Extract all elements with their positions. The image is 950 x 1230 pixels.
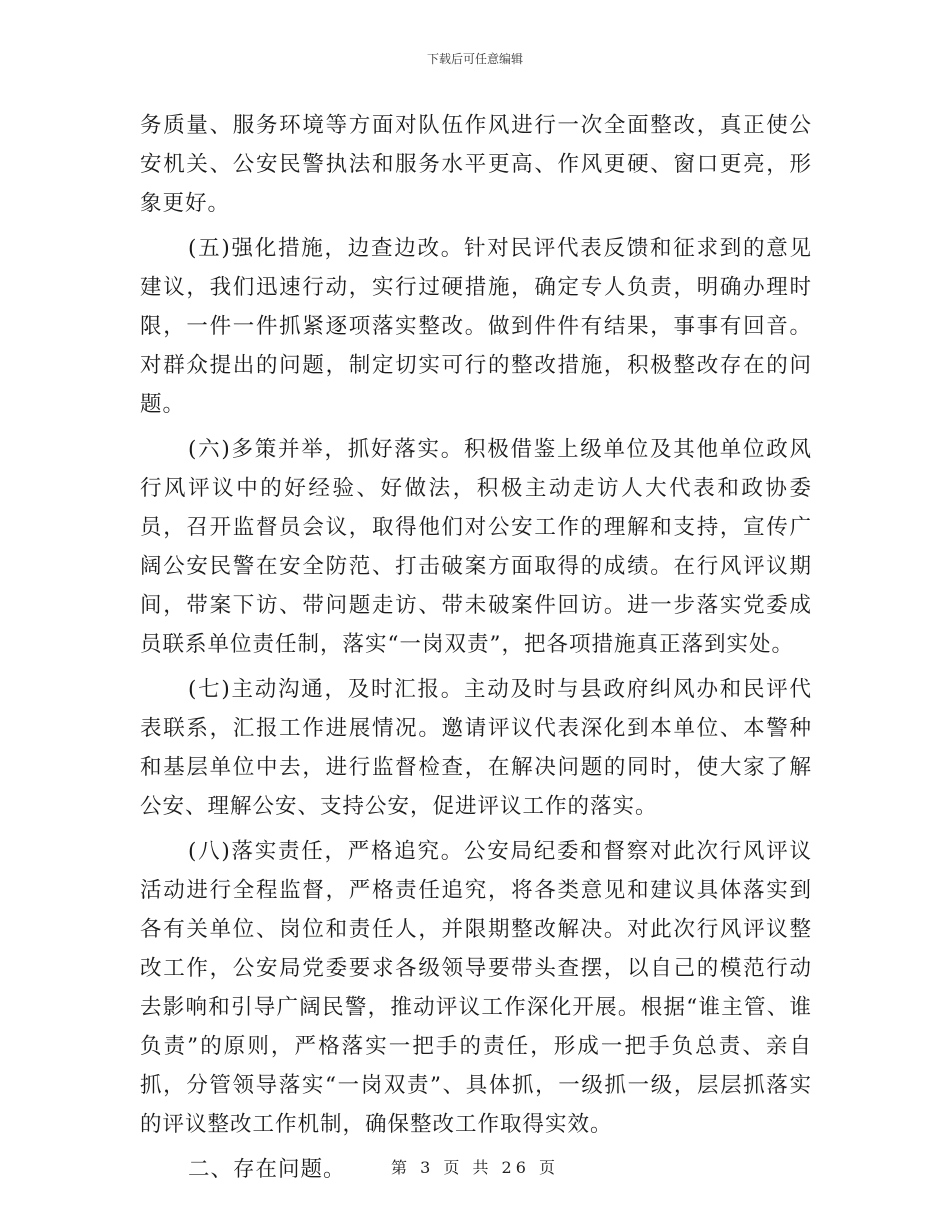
paragraph-section-8: (八)落实责任，严格追究。公安局纪委和督察对此次行风评议活动进行全程监督，严格责任追究，将各类意见和建议具体落实到各有关单位、岗位和责任人，并限期整改解决。对此次行风评议整改工作，公安局党委要求各级领导要带头查摆，以自己的模范行动去影响和引导广阔民警，推动评议工作深化开展。根据“谁主管、谁负责”的原则，严格落实一把手的责任，形成一把手负总责、亲自抓，分管领导落实“一岗双责”、具体抓，一级抓一级，层层抓落实的评议整改工作机制，确保整改工作取得实效。 bbox=[140, 839, 812, 1137]
paragraph-section-7: (七)主动沟通，及时汇报。主动及时与县政府纠风办和民评代表联系，汇报工作进展情况。邀请评议代表深化到本单位、本警种和基层单位中去，进行监督检查，在解决问题的同时，使大家了解公安、理解公安、支持公安，促进评议工作的落实。 bbox=[140, 677, 812, 819]
section-heading-problems: 二、存在问题。 bbox=[188, 1157, 346, 1182]
paragraph-section-6: (六)多策并举，抓好落实。积极借鉴上级单位及其他单位政风行风评议中的好经验、好做法，积极主动走访人大代表和政协委员，召开监督员会议，取得他们对公安工作的理解和支持，宣传广阔公安民警在安全防范、打击破案方面取得的成绩。在行风评议期间，带案下访、带问题走访、带未破案件回访。进一步落实党委成员联系单位责任制，落实“一岗双责”，把各项措施真正落到实处。 bbox=[140, 437, 812, 657]
document-body bbox=[140, 106, 812, 1195]
page-footer: 第 3 页 共 26 页 bbox=[391, 1158, 559, 1177]
paragraph-continuation: 务质量、服务环境等方面对队伍作风进行一次全面整改，真正使公安机关、公安民警执法和服务水平更高、作风更硬、窗口更亮，形象更好。 bbox=[140, 113, 812, 216]
paragraph-section-5: (五)强化措施，边查边改。针对民评代表反馈和征求到的意见建议，我们迅速行动，实行过硬措施，确定专人负责，明确办理时限，一件一件抓紧逐项落实整改。做到件件有结果，事事有回音。对群众提出的问题，制定切实可行的整改措施，积极整改存在的问题。 bbox=[140, 236, 812, 417]
page-header: 下载后可任意编辑 bbox=[426, 52, 523, 66]
